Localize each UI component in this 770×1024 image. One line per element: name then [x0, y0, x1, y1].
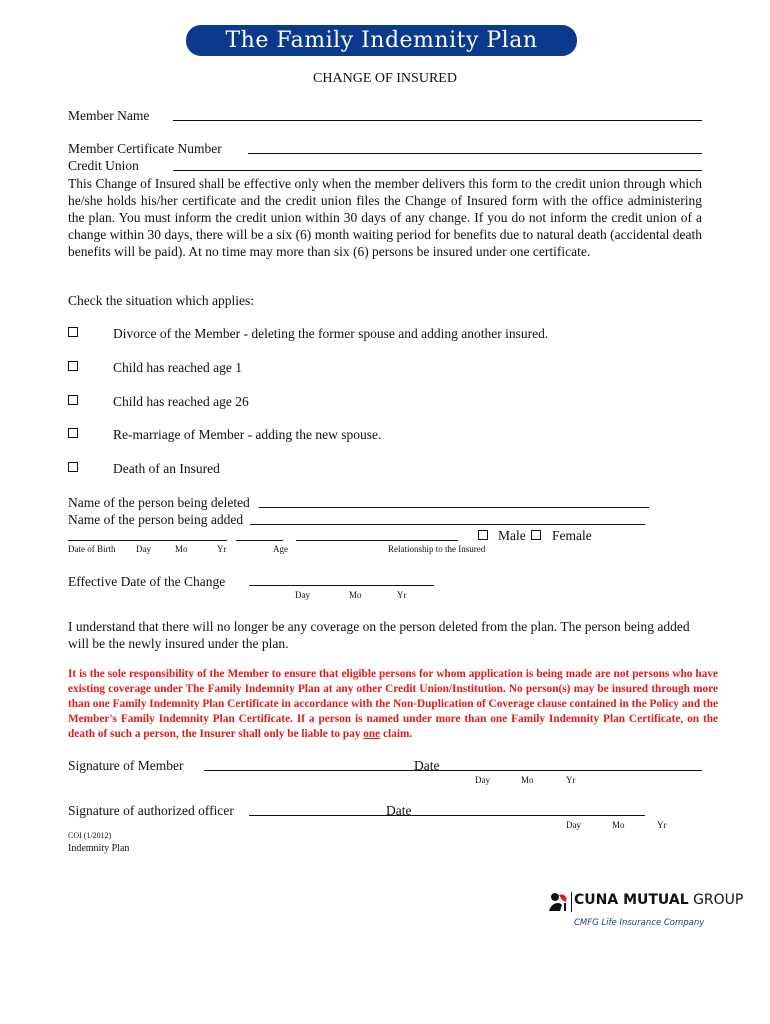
- intro-paragraph: This Change of Insured shall be effective only when the member delivers this form to the credit union through which he/she holds his/her certificate and the credit union files the Change of Insured form with the office administering the plan. You must inform the credit union within 30 days of any change. If you do not inform the credit union of a change within 30 days, there will be a six (6) month waiting period for benefits due to natural death (accidental death benefits will be paid). At no time may more than six (6) persons be insured under one certificate.: [68, 176, 702, 259]
- member-year-caption: Yr: [566, 775, 576, 785]
- officer-signature-field[interactable]: [249, 815, 645, 816]
- disclaimer-underlined: one: [363, 728, 381, 740]
- relationship-caption: Relationship to the Insured: [388, 544, 486, 554]
- female-label: Female: [552, 528, 592, 543]
- member-day-caption: Day: [475, 775, 490, 785]
- cuna-mutual-brand: [574, 892, 743, 908]
- option-label-divorce: Divorce of the Member - deleting the former spouse and adding another insured.: [113, 326, 549, 341]
- effective-year-caption: Yr: [397, 590, 407, 600]
- option-checkbox-divorce[interactable]: [68, 327, 78, 337]
- dob-month-caption: Mo: [175, 544, 188, 554]
- option-checkbox-remarriage[interactable]: [68, 428, 78, 438]
- person-deleted-field[interactable]: [259, 507, 649, 508]
- disclaimer-text: [68, 667, 718, 742]
- date-of-birth-caption: Date of Birth: [68, 544, 116, 554]
- person-added-field[interactable]: [250, 524, 645, 525]
- effective-day-caption: Day: [295, 590, 310, 600]
- cmfg-subtitle: CMFG Life Insurance Company: [574, 918, 705, 928]
- option-label-death: Death of an Insured: [113, 461, 220, 476]
- brand-bold: CUNA MUTUAL: [574, 892, 689, 908]
- age-caption: Age: [273, 544, 288, 554]
- form-code: COI (1/2012): [68, 831, 112, 840]
- plan-name-footer: Indemnity Plan: [68, 843, 130, 854]
- age-field[interactable]: [236, 540, 283, 541]
- credit-union-field[interactable]: [173, 170, 702, 171]
- member-signature-label: Signature of Member: [68, 758, 184, 773]
- member-month-caption: Mo: [521, 775, 534, 785]
- option-label-child-age-26: Child has reached age 26: [113, 394, 249, 409]
- option-label-child-age-1: Child has reached age 1: [113, 360, 242, 375]
- understand-paragraph: I understand that there will no longer be any coverage on the person deleted from the plan. The person being added will be the newly insured under the plan.: [68, 619, 690, 651]
- credit-union-label: Credit Union: [68, 158, 139, 173]
- option-checkbox-child-age-26[interactable]: [68, 395, 78, 405]
- certificate-number-label: Member Certificate Number: [68, 141, 222, 156]
- officer-signature-label: Signature of authorized officer: [68, 803, 234, 818]
- dob-day-caption: Day: [136, 544, 151, 554]
- officer-day-caption: Day: [566, 820, 581, 830]
- officer-date-label: Date: [386, 803, 412, 818]
- check-prompt: Check the situation which applies:: [68, 293, 254, 308]
- member-name-field[interactable]: [173, 120, 702, 121]
- plan-banner: The Family Indemnity Plan: [186, 25, 577, 56]
- relationship-field[interactable]: [296, 540, 458, 541]
- dob-year-caption: Yr: [217, 544, 227, 554]
- member-signature-field[interactable]: [204, 770, 702, 771]
- female-checkbox[interactable]: [531, 530, 541, 540]
- certificate-number-field[interactable]: [248, 153, 702, 154]
- male-checkbox[interactable]: [478, 530, 488, 540]
- disclaimer-main: It is the sole responsibility of the Member to ensure that eligible persons for whom application is being made are not persons who have existing coverage under The Family Indemnity Plan at any other Credit Union/Institution. No person(s) may be insured through more than one Family Indemnity Plan Certificate in accordance with the Non-Duplication of Coverage clause contained in the Policy and the Member's Family Indemnity Plan Certificate. If a person is named under more than one Family Indemnity Plan Certificate, on the death of such a person, the Insurer shall only be liable to pay: [68, 668, 718, 740]
- effective-date-label: Effective Date of the Change: [68, 574, 226, 589]
- officer-year-caption: Yr: [657, 820, 667, 830]
- logo-divider: [571, 892, 572, 912]
- option-checkbox-child-age-1[interactable]: [68, 361, 78, 371]
- option-label-remarriage: Re-marriage of Member - adding the new spouse.: [113, 427, 382, 442]
- date-of-birth-field[interactable]: [68, 540, 227, 541]
- male-label: Male: [498, 528, 526, 543]
- effective-month-caption: Mo: [349, 590, 362, 600]
- person-added-label: Name of the person being added: [68, 512, 244, 527]
- effective-date-field[interactable]: [249, 585, 434, 586]
- option-checkbox-death[interactable]: [68, 462, 78, 472]
- member-date-label: Date: [414, 758, 440, 773]
- member-name-label: Member Name: [68, 108, 150, 123]
- cuna-mutual-logo-icon: [547, 891, 569, 913]
- disclaimer-end: claim.: [380, 728, 413, 740]
- person-deleted-label: Name of the person being deleted: [68, 495, 250, 510]
- officer-month-caption: Mo: [612, 820, 625, 830]
- brand-light: GROUP: [688, 892, 744, 908]
- form-title: CHANGE OF INSURED: [313, 71, 457, 86]
